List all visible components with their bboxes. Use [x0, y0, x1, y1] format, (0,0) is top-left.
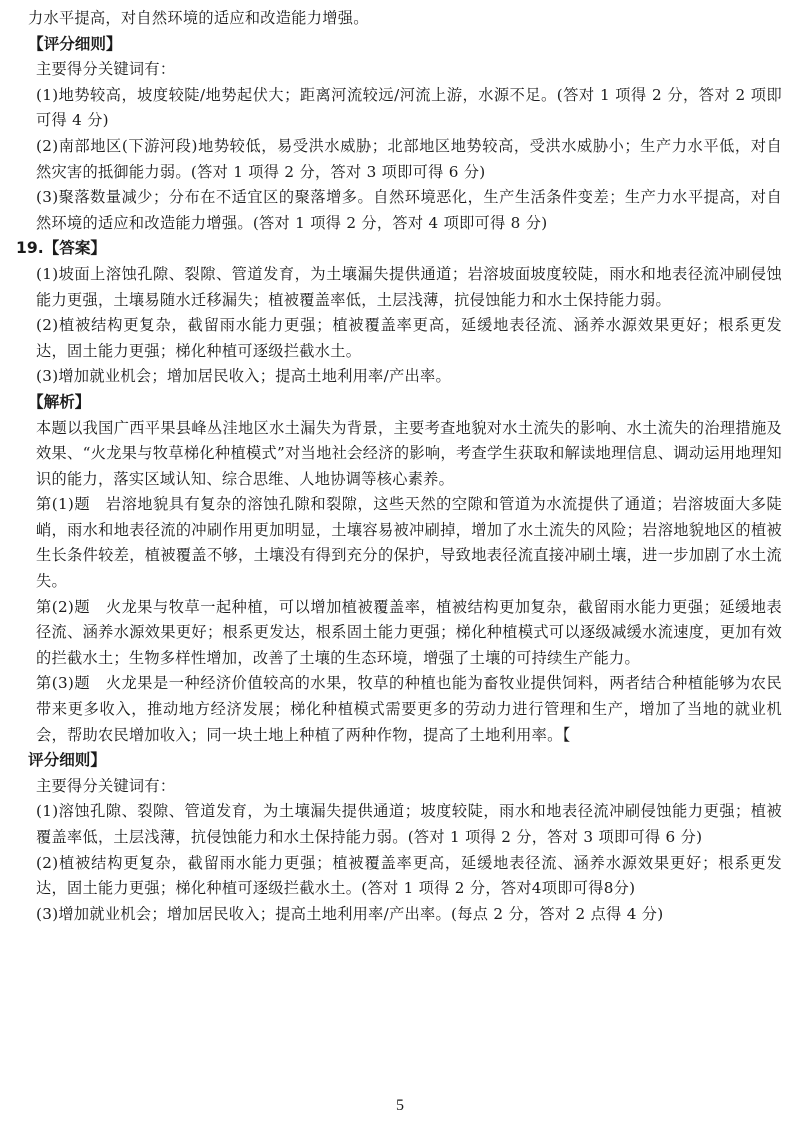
keywords-label: 主要得分关键词有： — [36, 60, 176, 79]
criteria-header-2: 评分细则】 — [28, 751, 106, 770]
criteria-item-2: (2)南部地区(下游河段)地势较低，易受洪水威胁；北部地区地势较高，受洪水威胁小；生产力水平低，对自然灾害的抵御能力弱。(答对 1 项得 2 分，答对 3 项即可得 6 分) — [36, 136, 782, 181]
criteria-header: 【评分细则】 — [28, 34, 122, 53]
answer-2: (2)植被结构更复杂，截留雨水能力更强；植被覆盖率更高，延缓地表径流、涵养水源效果更好；根系更发达，固土能力更强；梯化种植可逐级拦截水土。 — [36, 316, 782, 360]
question-number: 19. — [16, 239, 44, 258]
analysis-sub-3: 第(3)题 火龙果是一种经济价值较高的水果，牧草的种植也能为畜牧业提供饲料，两者结合种植能够为农民带来更多收入，推动地方经济发展；梯化种植模式需要更多的劳动力进行管理和生产，增加了当地的就业机会，帮助农民增加收入；同一块土地上种植了两种作物，提高了土地利用率。【 — [36, 674, 782, 744]
criteria2-item-2: (2)植被结构更复杂，截留雨水能力更强；植被覆盖率更高，延缓地表径流、涵养水源效果更好；根系更发达，固土能力更强；梯化种植可逐级拦截水土。(答对 1 项得 2 分，答对4项即可得8分) — [36, 853, 782, 898]
q19-answer-header — [16, 236, 782, 262]
analysis-header: 【解析】 — [28, 392, 91, 411]
answer-1: (1)坡面上溶蚀孔隙、裂隙、管道发育，为土壤漏失提供通道；岩溶坡面坡度较陡，雨水和地表径流冲刷侵蚀能力更强，土壤易随水迁移漏失；植被覆盖率低，土层浅薄，抗侵蚀能力和水土保持能力弱。 — [36, 264, 782, 309]
criteria2-item-3: (3)增加就业机会；增加居民收入；提高土地利用率/产出率。(每点 2 分，答对 2 点得 4 分) — [36, 904, 664, 923]
document-page — [16, 6, 782, 927]
analysis-sub-1: 第(1)题 岩溶地貌具有复杂的溶蚀孔隙和裂隙，这些天然的空隙和管道为水流提供了通道；岩溶坡面大多陡峭，雨水和地表径流的冲刷作用更加明显，土壤容易被冲刷掉，增加了水土流失的风险；岩溶地貌地区的植被生长条件较差，植被覆盖不够，土壤没有得到充分的保护，导致地表径流直接冲刷土壤，进一步加剧了水土流失。 — [36, 495, 782, 591]
criteria-item-1: (1)地势较高，坡度较陡/地势起伏大；距离河流较远/河流上游，水源不足。(答对 1 项得 2 分，答对 2 项即可得 4 分) — [36, 85, 782, 130]
answer-3: (3)增加就业机会；增加居民收入；提高土地利用率/产出率。 — [36, 367, 452, 386]
keywords-label-2: 主要得分关键词有： — [36, 776, 176, 795]
answer-header: 【答案】 — [43, 239, 107, 258]
criteria-item-3: (3)聚落数量减少；分布在不适宜区的聚落增多。自然环境恶化，生产生活条件变差；生产力水平提高，对自然环境的适应和改造能力增强。(答对 1 项得 2 分，答对 4 项即可得 8 分) — [36, 188, 782, 232]
page-number: 5 — [396, 1097, 404, 1114]
analysis-sub-2: 第(2)题 火龙果与牧草一起种植，可以增加植被覆盖率，植被结构更加复杂，截留雨水能力更强；延缓地表径流、涵养水源效果更好；根系更发达，根系固土能力更强；梯化种植模式可以逐级减缓水流速度，更加有效的拦截水土；生物多样性增加，改善了土壤的生态环境，增强了土壤的可持续生产能力。 — [36, 597, 782, 667]
criteria2-item-1: (1)溶蚀孔隙、裂隙、管道发育，为土壤漏失提供通道；坡度较陡，雨水和地表径流冲刷侵蚀能力更强；植被覆盖率低，土层浅薄，抗侵蚀能力和水土保持能力弱。(答对 1 项得 2 分，答对 3 项即可得 6 分) — [36, 802, 782, 846]
carryover-line: 力水平提高，对自然环境的适应和改造能力增强。 — [28, 9, 369, 27]
analysis-intro: 本题以我国广西平果县峰丛洼地区水土漏失为背景，主要考查地貌对水土流失的影响、水土流失的治理措施及效果、“火龙果与牧草梯化种植模式”对当地社会经济的影响，考查学生获取和解读地理信息、调动运用地理知识的能力，落实区域认知、综合思维、人地协调等核心素养。 — [36, 418, 782, 488]
